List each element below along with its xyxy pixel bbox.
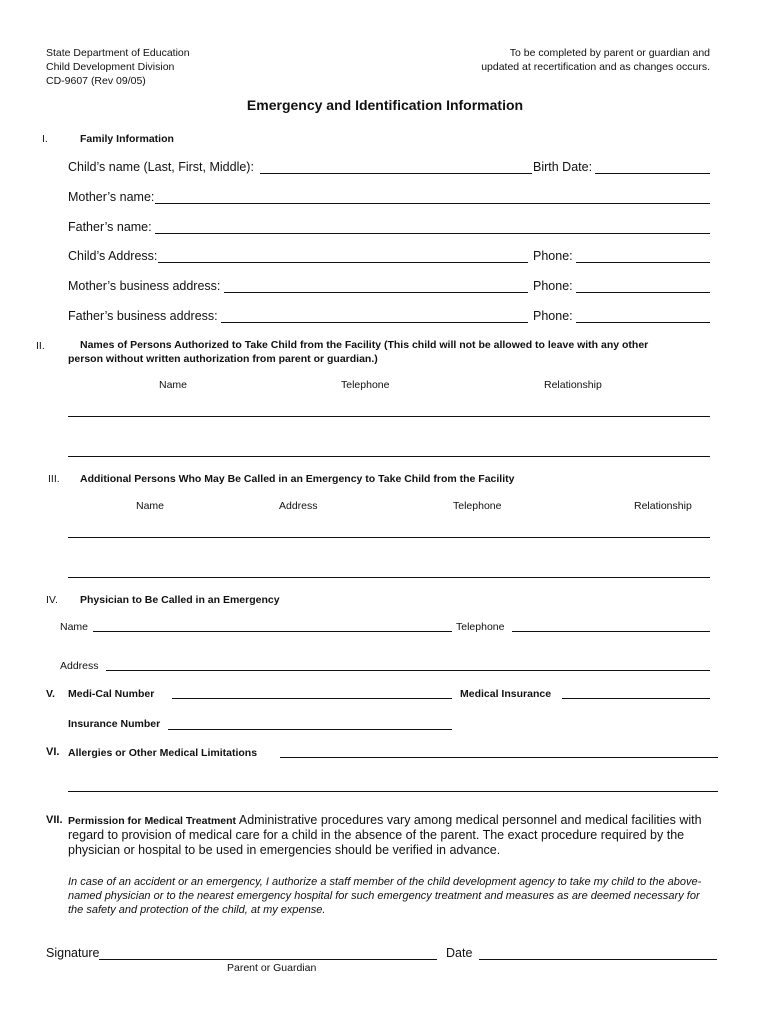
- insurance-number-field[interactable]: [168, 729, 452, 730]
- mother-business-field[interactable]: [224, 292, 528, 293]
- section-7-text-line-1: Administrative procedures vary among medical personnel and medical facilities with: [238, 813, 702, 827]
- section-2-col-telephone: Telephone: [341, 379, 390, 391]
- father-name-field[interactable]: [155, 233, 710, 234]
- mother-business-label: Mother’s business address:: [68, 279, 221, 293]
- section-4-numeral: IV.: [46, 594, 58, 606]
- section-7-numeral: VII.: [46, 814, 63, 826]
- signature-label: Signature: [46, 946, 100, 960]
- page-title: Emergency and Identification Information: [246, 97, 524, 113]
- birth-date-field[interactable]: [595, 173, 710, 174]
- child-address-label: Child’s Address:: [68, 249, 158, 263]
- physician-address-label: Address: [60, 660, 99, 672]
- medi-cal-field[interactable]: [172, 698, 452, 699]
- section-2-heading-line-1: Names of Persons Authorized to Take Child from the Facility (This child will not be allowed to leave with any other: [80, 339, 649, 351]
- section-3-numeral: III.: [48, 473, 60, 485]
- medical-insurance-field[interactable]: [562, 698, 710, 699]
- authorized-person-row-2[interactable]: [68, 456, 710, 457]
- allergies-field-line-2[interactable]: [68, 791, 718, 792]
- physician-telephone-field[interactable]: [512, 631, 710, 632]
- father-phone-label: Phone:: [533, 309, 573, 323]
- physician-address-field[interactable]: [106, 670, 710, 671]
- mother-name-label: Mother’s name:: [68, 190, 155, 204]
- header-note-line-2: updated at recertification and as changes occurs.: [481, 61, 710, 73]
- child-name-label: Child’s name (Last, First, Middle):: [68, 160, 254, 174]
- agency-line-1: State Department of Education: [46, 47, 190, 59]
- section-3-col-name: Name: [136, 500, 165, 512]
- physician-name-label: Name: [60, 621, 89, 633]
- birth-date-label: Birth Date:: [533, 160, 593, 174]
- form-code: CD-9607 (Rev 09/05): [46, 75, 146, 87]
- physician-telephone-label: Telephone: [456, 621, 505, 633]
- allergies-field-line-1[interactable]: [280, 757, 718, 758]
- mother-name-field[interactable]: [155, 203, 710, 204]
- section-2-numeral: II.: [36, 340, 45, 352]
- section-2-col-relationship: Relationship: [544, 379, 602, 391]
- section-7-heading: Permission for Medical Treatment: [68, 815, 237, 827]
- medi-cal-label: Medi-Cal Number: [68, 688, 155, 700]
- agency-line-2: Child Development Division: [46, 61, 175, 73]
- child-phone-field[interactable]: [576, 262, 710, 263]
- section-1-numeral: I.: [42, 133, 48, 145]
- section-2-col-name: Name: [159, 379, 188, 391]
- physician-name-field[interactable]: [93, 631, 452, 632]
- signature-caption: Parent or Guardian: [227, 962, 317, 974]
- signature-field[interactable]: [99, 959, 437, 960]
- child-name-field[interactable]: [260, 173, 532, 174]
- section-5-numeral: V.: [46, 688, 55, 700]
- emergency-person-row-2[interactable]: [68, 577, 710, 578]
- section-6-heading: Allergies or Other Medical Limitations: [68, 747, 258, 759]
- father-business-label: Father’s business address:: [68, 309, 218, 323]
- child-address-field[interactable]: [158, 262, 528, 263]
- date-field[interactable]: [479, 959, 717, 960]
- father-phone-field[interactable]: [576, 322, 710, 323]
- section-4-heading: Physician to Be Called in an Emergency: [80, 594, 280, 606]
- mother-phone-field[interactable]: [576, 292, 710, 293]
- consent-line-1: In case of an accident or an emergency, I authorize a staff member of the child development agency to take my child to the above-: [68, 876, 702, 888]
- medical-insurance-label: Medical Insurance: [460, 688, 552, 700]
- section-7-paragraph-line-1: [68, 813, 702, 827]
- authorized-person-row-1[interactable]: [68, 416, 710, 417]
- section-7-text-line-3: physician or hospital to be used in emergencies should be verified in advance.: [68, 843, 501, 857]
- section-1-heading: Family Information: [80, 133, 174, 145]
- section-6-numeral: VI.: [46, 746, 60, 758]
- father-business-field[interactable]: [221, 322, 528, 323]
- consent-line-3: the safety and protection of the child, at my expense.: [68, 904, 326, 916]
- child-phone-label: Phone:: [533, 249, 573, 263]
- insurance-number-label: Insurance Number: [68, 718, 161, 730]
- date-label: Date: [446, 946, 473, 960]
- consent-line-2: named physician or to the nearest emergency hospital for such emergency treatment and measures as are deemed necessary for: [68, 890, 700, 902]
- section-3-col-relationship: Relationship: [634, 500, 692, 512]
- emergency-person-row-1[interactable]: [68, 537, 710, 538]
- section-3-heading: Additional Persons Who May Be Called in an Emergency to Take Child from the Facility: [80, 473, 515, 485]
- section-3-col-address: Address: [279, 500, 318, 512]
- section-3-col-telephone: Telephone: [453, 500, 502, 512]
- section-2-heading-line-2: person without written authorization from parent or guardian.): [68, 353, 378, 365]
- header-note-line-1: To be completed by parent or guardian and: [509, 47, 710, 59]
- section-7-text-line-2: regard to provision of medical care for a child in the absence of the parent. The exact procedure required by the: [68, 828, 685, 842]
- mother-phone-label: Phone:: [533, 279, 573, 293]
- father-name-label: Father’s name:: [68, 220, 152, 234]
